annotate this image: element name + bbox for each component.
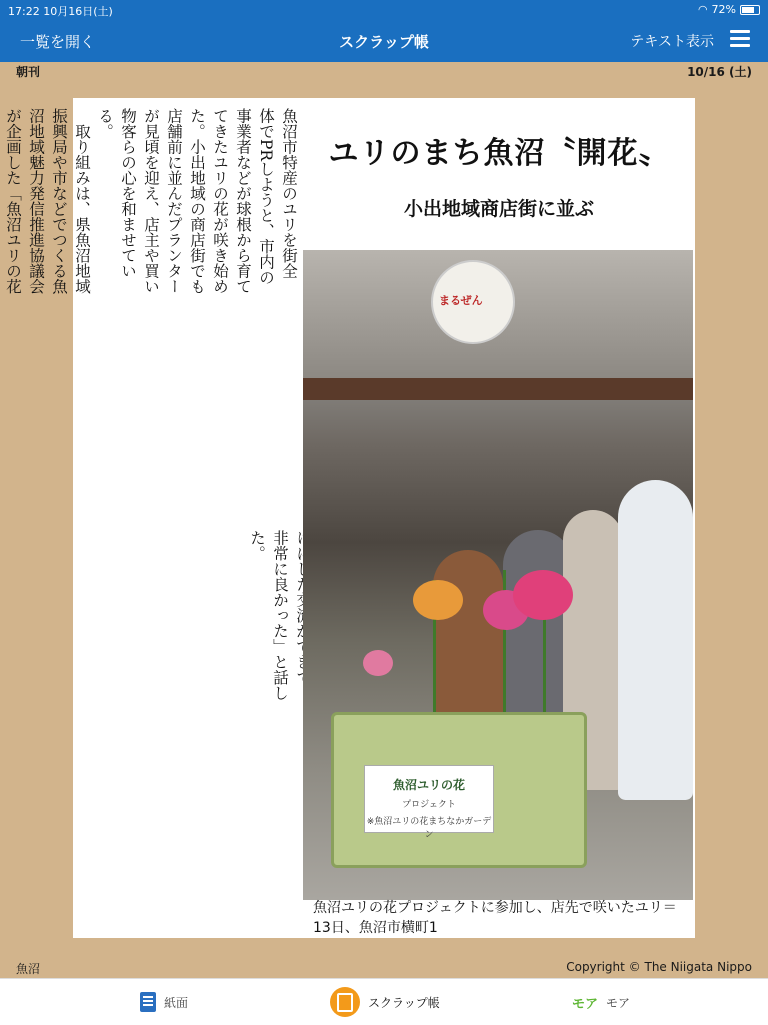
tab-more[interactable] <box>572 979 630 1025</box>
tab-bar <box>0 978 768 1025</box>
nav-bar <box>0 19 768 62</box>
status-right <box>698 3 760 16</box>
status-date: 10月16日(土) <box>43 5 113 18</box>
battery-fill <box>742 7 754 13</box>
tab-scrapbook[interactable] <box>330 979 440 1025</box>
shop-sign-text: まるぜん <box>439 294 483 307</box>
article-body-left: 魚沼市特産のユリを街全 体でPRしようと、市内の 事業者などが球根から育て てきたユリの花が咲き始め た。小出地域の商店街でも 店舗前に並んだプランター が見頃を迎え、店主や買い 物客らの心を和ませてい る。 取り組みは、県魚沼地域 振興局や市などでつくる魚 沼地域魅力発信推進協議会 が企画した「魚沼ユリの花 <box>4 108 298 294</box>
edition-label: 朝刊 <box>16 65 41 79</box>
tab-paper-label: 紙面 <box>164 995 189 1010</box>
article-clipping[interactable] <box>4 98 695 938</box>
newspaper-icon <box>140 992 156 1012</box>
nav-title: スクラップ帳 <box>339 33 429 51</box>
lily-flower <box>513 570 573 620</box>
shop-sign <box>431 260 515 344</box>
text-view-button[interactable]: テキスト表示 <box>630 34 714 50</box>
planter-label <box>364 765 494 840</box>
scrapbook-icon <box>330 987 360 1017</box>
planter <box>331 712 587 868</box>
more-logo-icon: モア <box>572 996 599 1012</box>
tab-more-label: モア <box>606 995 631 1010</box>
article-photo <box>303 250 693 900</box>
photo-caption: 魚沼ユリの花プロジェクトに参加し、店先で咲いたユリ＝13日、魚沼市横町1 <box>313 900 677 936</box>
hamburger-menu-icon[interactable] <box>730 30 750 48</box>
person-4 <box>618 480 693 800</box>
wifi-icon: ◠ <box>697 3 708 16</box>
lily-flower <box>413 580 463 620</box>
tab-paper[interactable] <box>140 979 188 1025</box>
region-label: 魚沼 <box>16 962 41 976</box>
article-headline: ユリのまち魚沼〝開花〟 <box>328 136 670 171</box>
copyright: Copyright © The Niigata Nippo <box>566 960 752 974</box>
battery-percent: 72% <box>711 3 736 16</box>
lily-flower <box>363 650 393 676</box>
tab-scrap-label: スクラップ帳 <box>368 995 440 1010</box>
article-subhead: 小出地域商店街に並ぶ <box>403 198 594 220</box>
status-time-text: 17:22 <box>8 5 40 18</box>
status-time <box>8 3 113 19</box>
planter-label-text: 魚沼ユリの花 <box>392 778 465 792</box>
battery-icon <box>740 5 760 15</box>
status-bar <box>0 0 768 19</box>
planter-sub-text: プロジェクト <box>402 800 456 810</box>
open-list-button[interactable]: 一覧を開く <box>20 33 96 51</box>
issue-date: 10/16 (土) <box>687 65 752 79</box>
article-body-right: 非常に良かった」と話し た。 <box>248 530 289 701</box>
planter-note-text: ※魚沼ユリの花まちなかガーデン <box>366 817 492 840</box>
shop-beam <box>303 378 693 400</box>
